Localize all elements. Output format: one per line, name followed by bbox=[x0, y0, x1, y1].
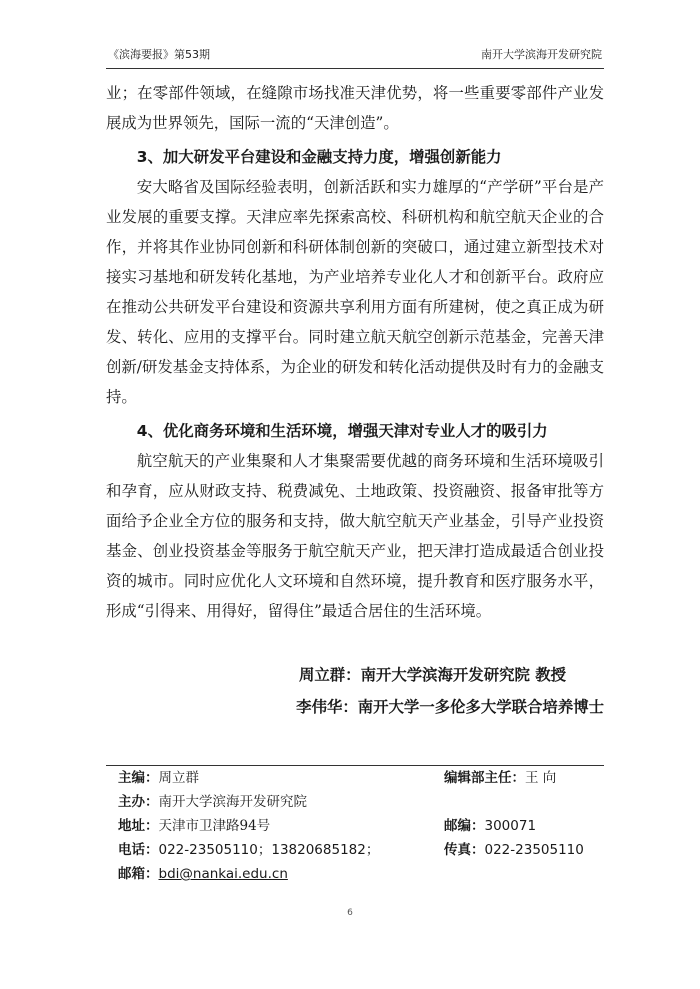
fax-value: 022-23505110 bbox=[484, 842, 584, 858]
institute-name: 南开大学滨海开发研究院 bbox=[481, 48, 602, 61]
page-footer bbox=[106, 765, 604, 886]
zip-label: 邮编： bbox=[444, 818, 485, 834]
paragraph-section-3: 安大略省及国际经验表明，创新活跃和实力雄厚的“产学研”平台是产业发展的重要支撑。天津应率先探索高校、科研机构和航空航天企业的合作，并将其作业协同创新和科研体制创新的突破口，通过建立新型技术对接实习基地和研发转化基地，为产业培养专业化人才和创新平台。政府应在推动公共研发平台建设和资源共享利用方面有所建树，使之真正成为研发、转化、应用的支撑平台。同时建立航天航空创新示范基金，完善天津创新/研发基金支持体系，为企业的研发和转化活动提供及时有力的金融支持。 bbox=[106, 178, 604, 406]
phone-value: 022-23505110；13820685182； bbox=[158, 842, 380, 858]
journal-issue: 《滨海要报》第53期 bbox=[108, 48, 210, 61]
host-label: 主办： bbox=[118, 794, 159, 810]
page-number: 6 bbox=[347, 908, 353, 918]
author-signature-1: 周立群：南开大学滨海开发研究院 教授 bbox=[299, 666, 566, 684]
section-heading-3: 3、加大研发平台建设和金融支持力度，增强创新能力 bbox=[136, 148, 502, 166]
editor-label: 主编： bbox=[118, 770, 159, 786]
footer-row-editor bbox=[106, 766, 604, 790]
footer-row-address bbox=[106, 814, 604, 838]
dept-head-value: 王 向 bbox=[525, 770, 557, 786]
footer-row-email bbox=[106, 862, 604, 886]
footer-row-host bbox=[106, 790, 604, 814]
zip-value: 300071 bbox=[484, 818, 537, 834]
host-value: 南开大学滨海开发研究院 bbox=[158, 794, 307, 810]
paragraph-section-4: 航空航天的产业集聚和人才集聚需要优越的商务环境和生活环境吸引和孕育，应从财政支持、税费减免、土地政策、投资融资、报备审批等方面给予企业全方位的服务和支持，做大航空航天产业基金，引导产业投资基金、创业投资基金等服务于航空航天产业，把天津打造成最适合创业投资的城市。同时应优化人文环境和自然环境，提升教育和医疗服务水平，形成“引得来、用得好，留得住”最适合居住的生活环境。 bbox=[106, 452, 604, 620]
fax-label: 传真： bbox=[444, 842, 485, 858]
email-label: 邮箱： bbox=[118, 866, 159, 882]
section-heading-4: 4、优化商务环境和生活环境，增强天津对专业人才的吸引力 bbox=[136, 422, 548, 440]
article-body bbox=[106, 78, 604, 626]
page-header bbox=[106, 44, 604, 69]
editor-value: 周立群 bbox=[158, 770, 199, 786]
phone-label: 电话： bbox=[118, 842, 159, 858]
address-label: 地址： bbox=[118, 818, 159, 834]
dept-head-label: 编辑部主任： bbox=[444, 770, 525, 786]
footer-row-phone bbox=[106, 838, 604, 862]
paragraph-continued: 业；在零部件领域，在缝隙市场找准天津优势，将一些重要零部件产业发展成为世界领先，国际一流的“天津创造”。 bbox=[106, 84, 604, 132]
author-signature-2: 李伟华：南开大学一多伦多大学联合培养博士 bbox=[296, 698, 604, 716]
address-value: 天津市卫津路94号 bbox=[158, 818, 271, 834]
email-value[interactable]: bdi@nankai.edu.cn bbox=[158, 866, 288, 882]
